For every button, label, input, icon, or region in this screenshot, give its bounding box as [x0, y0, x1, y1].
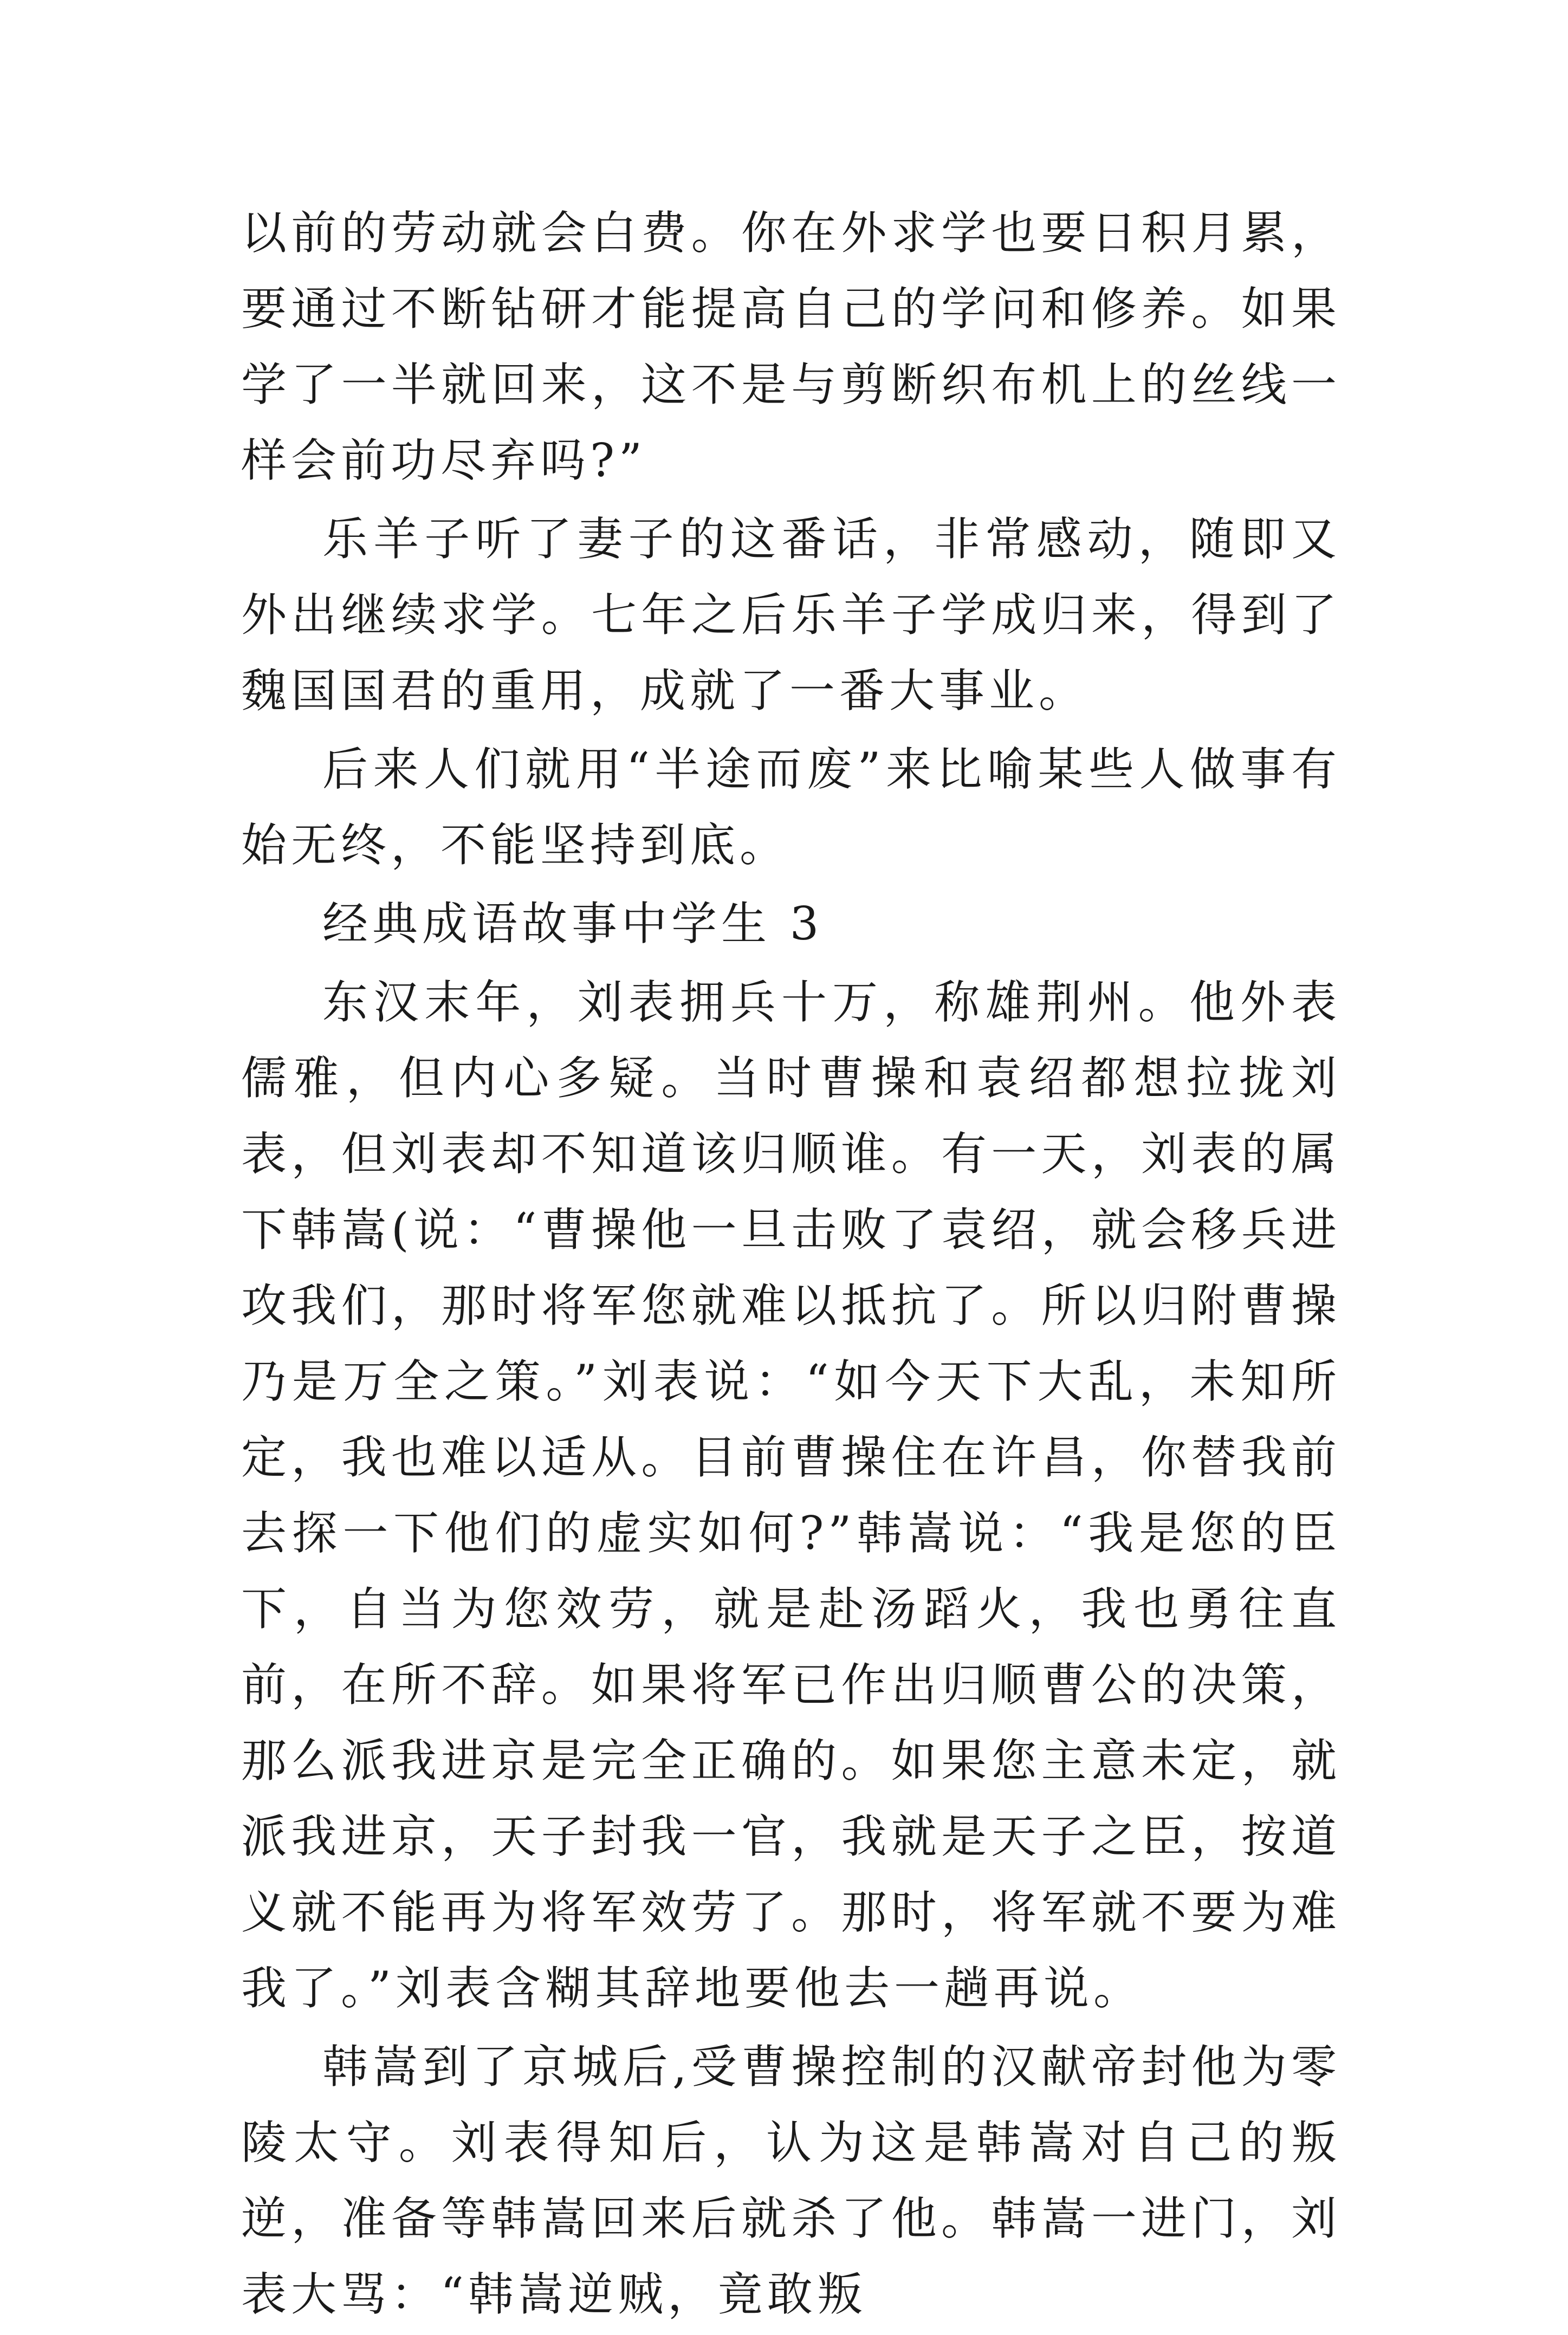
paragraph-1: 以前的劳动就会白费。你在外求学也要日积月累，要通过不断钻研才能提高自己的学问和修养。如果学了一半就回来，这不是与剪断织布机上的丝线一样会前功尽弃吗?” — [241, 206, 1341, 487]
paragraph-2: 乐羊子听了妻子的这番话，非常感动，随即又外出继续求学。七年之后乐羊子学成归来，得到了魏国国君的重用，成就了一番大事业。 — [241, 513, 1341, 717]
paragraph-5: 韩嵩到了京城后,受曹操控制的汉献帝封他为零陵太守。刘表得知后，认为这是韩嵩对自己的叛逆，准备等韩嵩回来后就杀了他。韩嵩一进门，刘表大骂：“韩嵩逆贼，竟敢叛 — [241, 2040, 1341, 2321]
document-body — [241, 195, 1341, 2335]
paragraph-4: 东汉末年，刘表拥兵十万，称雄荆州。他外表儒雅，但内心多疑。当时曹操和袁绍都想拉拢刘表，但刘表却不知道该归顺谁。有一天，刘表的属下韩嵩(说：“曹操他一旦击败了袁绍，就会移兵进攻我们，那时将军您就难以抵抗了。所以归附曹操乃是万全之策。”刘表说：“如今天下大乱，未知所定，我也难以适从。目前曹操住在许昌，你替我前去探一下他们的虚实如何?”韩嵩说：“我是您的臣下，自当为您效劳，就是赴汤蹈火，我也勇往直前，在所不辞。如果将军已作出归顺曹公的决策，那么派我进京是完全正确的。如果您主意未定，就派我进京，天子封我一官，我就是天子之臣，按道义就不能再为将军效劳了。那时，将军就不要为难我了。”刘表含糊其辞地要他去一趟再说。 — [241, 976, 1341, 2015]
paragraph-3: 后来人们就用“半途而废”来比喻某些人做事有始无终，不能坚持到底。 — [241, 743, 1341, 872]
section-heading: 经典成语故事中学生 3 — [322, 897, 824, 950]
